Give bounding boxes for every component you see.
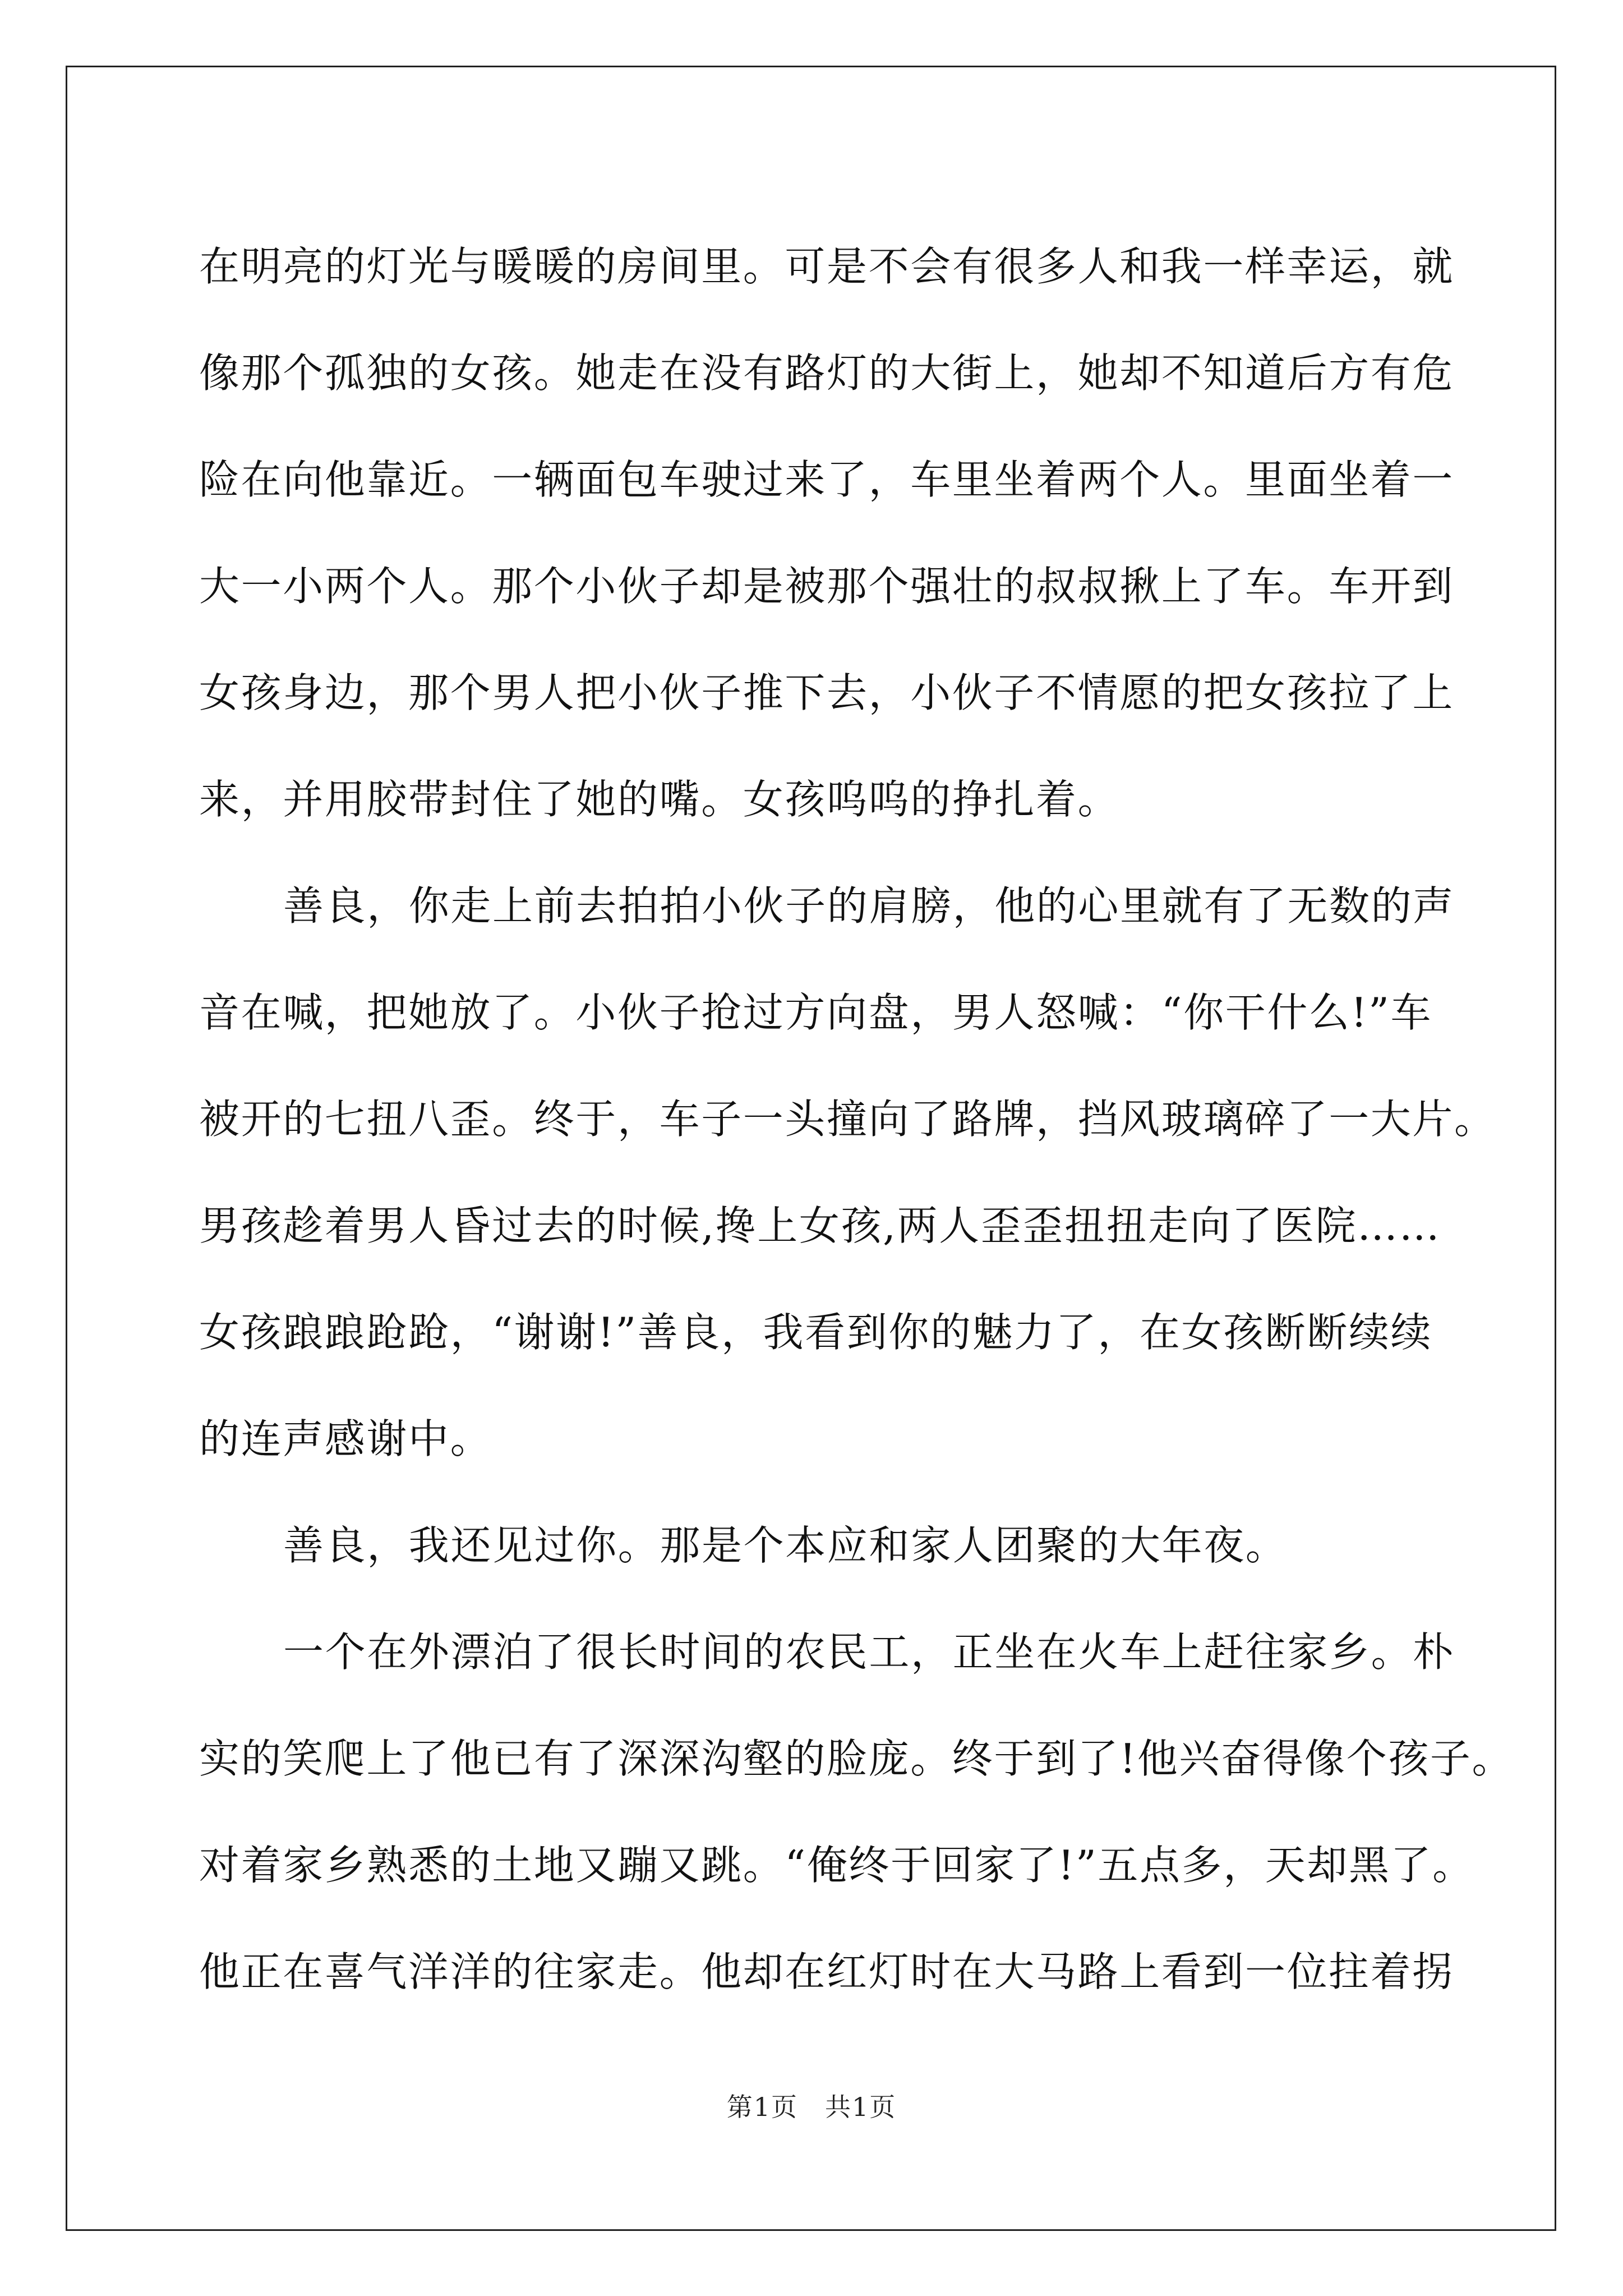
text-line: 女孩身边，那个男人把小伙子推下去，小伙子不情愿的把女孩拉了上 bbox=[199, 669, 1455, 716]
text-line: 对着家乡熟悉的土地又蹦又跳。“俺终于回家了!”五点多，天却黑了。 bbox=[199, 1842, 1474, 1889]
text-line: 女孩踉踉跄跄，“谢谢!”善良，我看到你的魅力了，在女孩断断续续 bbox=[199, 1309, 1433, 1356]
text-line: 像那个孤独的女孩。她走在没有路灯的大街上，她却不知道后方有危 bbox=[199, 349, 1455, 397]
text-line: 实的笑爬上了他已有了深深沟壑的脸庞。终于到了!他兴奋得像个孩子。 bbox=[199, 1735, 1514, 1782]
text-line: 男孩趁着男人昏过去的时候,搀上女孩,两人歪歪扭扭走向了医院…… bbox=[199, 1202, 1441, 1249]
paragraph-first-line: 善良，我还见过你。那是个本应和家人团聚的大年夜。 bbox=[283, 1522, 1288, 1569]
page-number-footer: 第1页 共1页 bbox=[726, 2092, 897, 2122]
text-line: 险在向他靠近。一辆面包车驶过来了，车里坐着两个人。里面坐着一 bbox=[199, 456, 1455, 503]
text-line: 来，并用胶带封住了她的嘴。女孩呜呜的挣扎着。 bbox=[199, 776, 1120, 823]
document-body bbox=[199, 213, 1514, 2025]
text-line: 的连声感谢中。 bbox=[199, 1415, 492, 1462]
text-line: 被开的七扭八歪。终于，车子一头撞向了路牌，挡风玻璃碎了一大片。 bbox=[199, 1096, 1496, 1143]
text-line: 在明亮的灯光与暖暖的房间里。可是不会有很多人和我一样幸运，就 bbox=[199, 243, 1455, 290]
text-line: 大一小两个人。那个小伙子却是被那个强壮的叔叔揪上了车。车开到 bbox=[199, 563, 1455, 610]
text-line: 他正在喜气洋洋的往家走。他却在红灯时在大马路上看到一位拄着拐 bbox=[199, 1948, 1455, 1995]
paragraph-first-line: 善良，你走上前去拍拍小伙子的肩膀，他的心里就有了无数的声 bbox=[283, 882, 1455, 930]
paragraph-first-line: 一个在外漂泊了很长时间的农民工，正坐在火车上赶往家乡。朴 bbox=[283, 1628, 1455, 1676]
text-line: 音在喊，把她放了。小伙子抢过方向盘，男人怒喊：“你干什么!”车 bbox=[199, 989, 1433, 1036]
